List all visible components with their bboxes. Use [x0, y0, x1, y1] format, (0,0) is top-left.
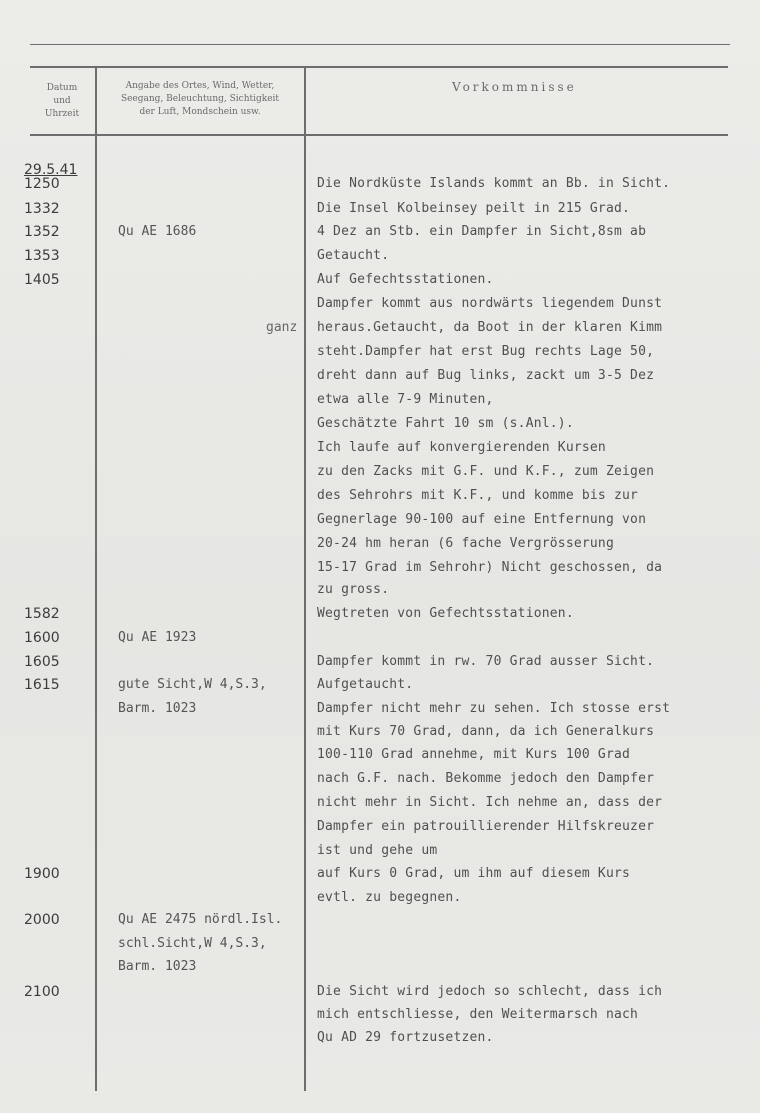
header-col1-line1: Datum: [46, 83, 78, 93]
entry-time: 1353: [24, 248, 60, 264]
log-row: [0, 340, 760, 364]
entry-event: auf Kurs 0 Grad, um ihm auf diesem Kurs: [317, 866, 631, 881]
log-row: [0, 743, 760, 767]
log-row: [0, 673, 760, 697]
entry-time: 1250: [24, 176, 60, 192]
log-row: [0, 484, 760, 508]
entry-event: zu gross.: [317, 582, 390, 597]
entry-event: Dampfer kommt aus nordwärts liegendem Dunst: [317, 296, 663, 311]
entry-time: 1900: [24, 866, 60, 882]
entry-event: 20-24 hm heran (6 fache Vergrösserung: [317, 536, 614, 551]
header-col1-line3: Uhrzeit: [44, 109, 80, 119]
log-row: [0, 862, 760, 886]
log-row: [0, 292, 760, 316]
entry-time: 1405: [24, 272, 60, 288]
log-row: [0, 197, 760, 221]
header-bottom-rule: [30, 134, 728, 136]
entry-location: schl.Sicht,W 4,S.3,: [118, 936, 267, 951]
entry-event: Dampfer ein patrouillierender Hilfskreuzer: [317, 819, 655, 834]
entry-event: Dampfer nicht mehr zu sehen. Ich stosse erst: [317, 701, 671, 716]
log-row: [0, 412, 760, 436]
log-row: [0, 508, 760, 532]
log-row: [0, 815, 760, 839]
entry-time: 1352: [24, 224, 60, 240]
log-row: [0, 602, 760, 626]
entry-event: 4 Dez an Stb. ein Dampfer in Sicht,8sm ab: [317, 224, 647, 239]
entry-event: Ich laufe auf konvergierenden Kursen: [317, 440, 606, 455]
log-row: [0, 720, 760, 744]
entry-event: Wegtreten von Gefechtsstationen.: [317, 606, 574, 621]
log-row: [0, 980, 760, 1004]
entry-event: evtl. zu begegnen.: [317, 890, 462, 905]
entry-time: 1600: [24, 630, 60, 646]
entry-event: heraus.Getaucht, da Boot in der klaren Kimm: [317, 320, 663, 335]
header-location-weather: [98, 80, 302, 119]
header-date-time: [32, 82, 92, 121]
header-col1-line2: und: [53, 96, 71, 106]
log-row: [0, 364, 760, 388]
log-row: [0, 388, 760, 412]
entry-date: 29.5.41: [24, 162, 78, 178]
entry-event: dreht dann auf Bug links, zackt um 3-5 Dez: [317, 368, 655, 383]
log-row: [0, 244, 760, 268]
log-row: [0, 436, 760, 460]
entry-location: Qu AE 1686: [118, 224, 197, 239]
entry-event: Geschätzte Fahrt 10 sm (s.Anl.).: [317, 416, 574, 431]
entry-event: Die Sicht wird jedoch so schlecht, dass ich: [317, 984, 663, 999]
entry-event: Gegnerlage 90-100 auf eine Entfernung von: [317, 512, 647, 527]
entry-event: Qu AD 29 fortzusetzen.: [317, 1030, 494, 1045]
log-row: [0, 172, 760, 196]
entry-location: Qu AE 1923: [118, 630, 197, 645]
entry-event: mit Kurs 70 Grad, dann, da ich Generalkurs: [317, 724, 655, 739]
log-row: [0, 650, 760, 674]
margin-note: ganz: [266, 320, 298, 335]
entry-event: nach G.F. nach. Bekomme jedoch den Dampfer: [317, 771, 655, 786]
log-row: [0, 626, 760, 650]
entry-event: Aufgetaucht.: [317, 677, 414, 692]
entry-time: 2000: [24, 912, 60, 928]
entry-event: steht.Dampfer hat erst Bug rechts Lage 50,: [317, 344, 655, 359]
entry-event: Dampfer kommt in rw. 70 Grad ausser Sicht.: [317, 654, 655, 669]
header-events: Vorkommnisse: [452, 80, 577, 94]
entry-event: zu den Zacks mit G.F. und K.F., zum Zeigen: [317, 464, 655, 479]
entry-event: Die Insel Kolbeinsey peilt in 215 Grad.: [317, 201, 631, 216]
top-rule: [30, 44, 730, 45]
entry-time: 1605: [24, 654, 60, 670]
entry-time: 2100: [24, 984, 60, 1000]
entry-event: 100-110 Grad annehme, mit Kurs 100 Grad: [317, 747, 631, 762]
entry-event: 15-17 Grad im Sehrohr) Nicht geschossen, da: [317, 560, 663, 575]
log-row: [0, 932, 760, 956]
log-row: [0, 1026, 760, 1050]
header-col2-line2: Seegang, Beleuchtung, Sichtigkeit: [120, 94, 280, 104]
log-row: [0, 955, 760, 979]
entry-event: nicht mehr in Sicht. Ich nehme an, dass der: [317, 795, 663, 810]
entry-time: 1582: [24, 606, 60, 622]
entry-event: Die Nordküste Islands kommt an Bb. in Sicht.: [317, 176, 671, 191]
log-row: [0, 697, 760, 721]
log-row: [0, 578, 760, 602]
log-row: [0, 532, 760, 556]
entry-time: 1615: [24, 677, 60, 693]
entry-event: des Sehrohrs mit K.F., und komme bis zur: [317, 488, 639, 503]
entry-location: gute Sicht,W 4,S.3,: [118, 677, 267, 692]
log-row: [0, 556, 760, 580]
log-row: [0, 316, 760, 340]
entry-event: mich entschliesse, den Weitermarsch nach: [317, 1007, 639, 1022]
header-col2-line3: der Luft, Mondschein usw.: [139, 107, 261, 117]
entry-location: Barm. 1023: [118, 959, 197, 974]
entry-time: 1332: [24, 201, 60, 217]
header-col2-line1: Angabe des Ortes, Wind, Wetter,: [125, 81, 275, 91]
log-row: [0, 767, 760, 791]
entry-event: Getaucht.: [317, 248, 390, 263]
log-row: [0, 886, 760, 910]
entry-event: etwa alle 7-9 Minuten,: [317, 392, 494, 407]
log-row: [0, 220, 760, 244]
header-top-rule: [30, 66, 728, 68]
entry-location: Barm. 1023: [118, 701, 197, 716]
log-row: [0, 460, 760, 484]
log-row: [0, 791, 760, 815]
log-row: [0, 908, 760, 932]
log-row: [0, 268, 760, 292]
log-row: [0, 839, 760, 863]
entry-location: Qu AE 2475 nördl.Isl.: [118, 912, 283, 927]
log-row: [0, 1003, 760, 1027]
entry-event: ist und gehe um: [317, 843, 438, 858]
entry-event: Auf Gefechtsstationen.: [317, 272, 494, 287]
